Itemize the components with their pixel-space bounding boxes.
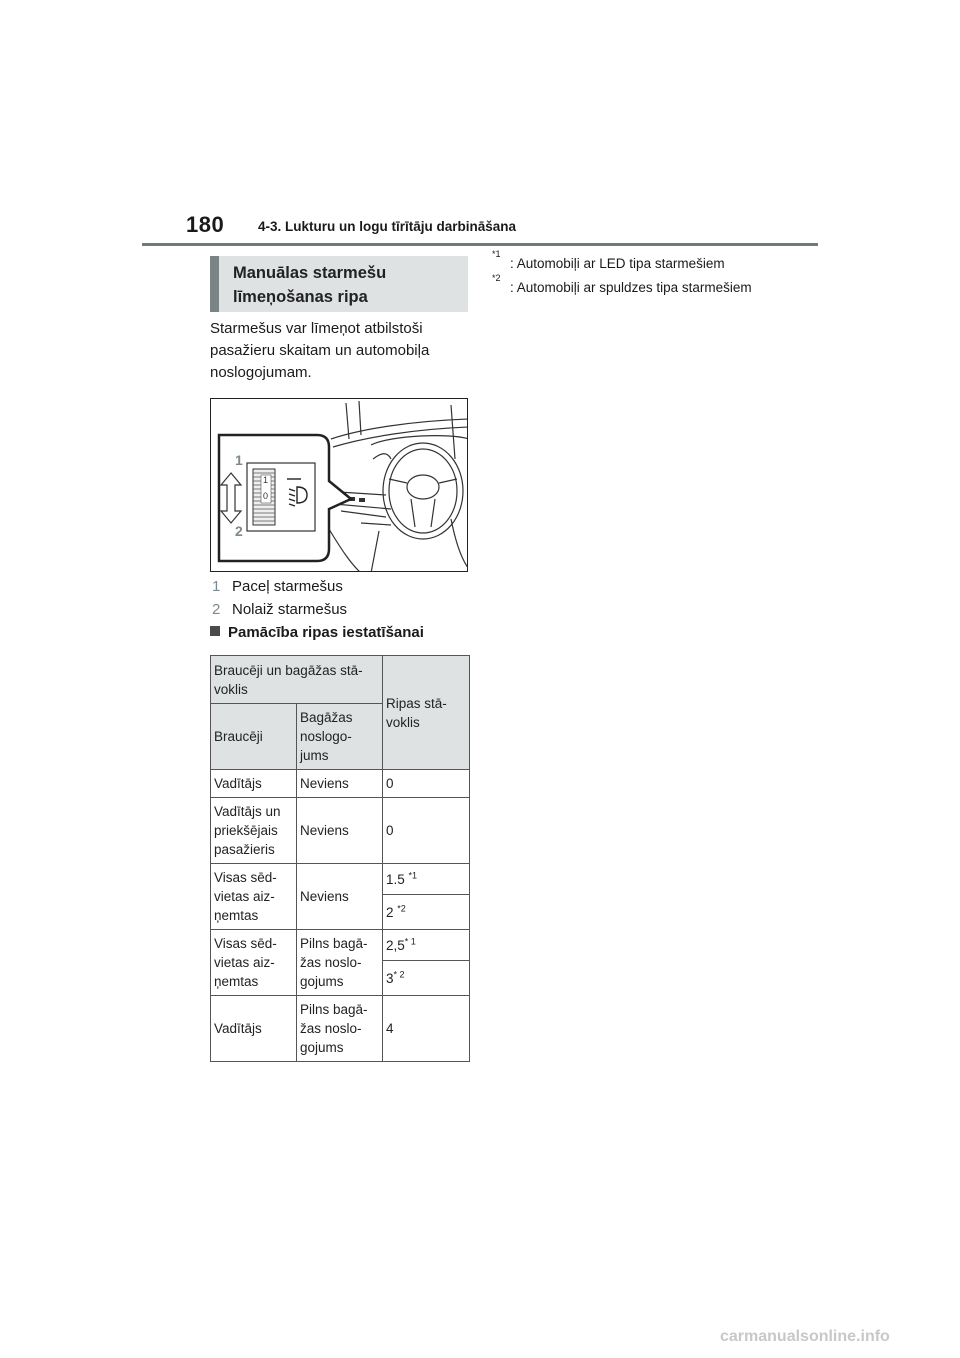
intro-paragraph: Starmešus var līmeņot atbilstoši pasažieru skaitam un automobiļa noslogojumam. — [210, 320, 430, 381]
cell-dial: 2 $^{*2}$ — [383, 895, 470, 930]
page-number: 180 — [186, 212, 225, 237]
cell-load: Neviens — [297, 798, 383, 864]
cell-load: Neviens — [297, 864, 383, 930]
dial-settings-table — [210, 655, 470, 1062]
cell-load: Pilns bagā-žas noslo-gojums — [297, 930, 383, 996]
header-cell-load: Bagāžas noslogo-jums — [297, 704, 383, 770]
footnote-ref: *2 — [397, 903, 406, 913]
header-divider — [142, 243, 818, 246]
step-text: Paceļ starmešus — [232, 578, 343, 595]
step-number: 2 — [212, 601, 221, 618]
step-lower — [212, 600, 347, 620]
square-bullet-icon — [210, 626, 220, 636]
header-cell-group: Braucēji un bagāžas stā-voklis — [211, 656, 383, 704]
section-title: Manuālas starmešu līmeņošanas ripa — [233, 264, 387, 306]
watermark: carmanualsonline.info — [720, 1328, 890, 1345]
cell-load: Pilns bagā-žas noslo-gojums — [297, 996, 383, 1062]
step-number: 1 — [212, 578, 221, 595]
cell-occupants: Visas sēd-vietas aiz-ņemtas — [211, 864, 297, 930]
cell-dial: 0 — [383, 770, 470, 798]
step-raise — [212, 577, 343, 597]
table-row — [211, 930, 470, 961]
cell-occupants: Vadītājs — [211, 770, 297, 798]
subheading: Pamācība ripas iestatīšanai — [210, 624, 424, 641]
footnote-ref: *1 — [408, 870, 418, 880]
cell-occupants: Vadītājs — [211, 996, 297, 1062]
direction-label-up: 1 — [235, 452, 243, 468]
cell-dial: 0 — [383, 798, 470, 864]
header-cell-occupants: Braucēji — [211, 704, 297, 770]
cell-dial: 1.5 $^{*1}$ — [383, 864, 470, 895]
chapter-title: 4-3. Lukturu un logu tīrītāju darbināšana — [258, 219, 517, 234]
dial-mark-bottom: 0 — [263, 491, 269, 501]
header-cell-dial: Ripas stā-voklis — [383, 656, 470, 770]
footnote-ref: * 1 — [404, 936, 416, 946]
table-row — [211, 864, 470, 895]
cell-load: Neviens — [297, 770, 383, 798]
direction-label-down: 2 — [235, 523, 243, 539]
cell-occupants: Vadītājs un priekšējais pasažieris — [211, 798, 297, 864]
section-heading-box — [210, 256, 468, 312]
footnote-bulb: *2 : Automobiļi ar spuldzes tipa starmešiem — [492, 273, 752, 295]
cell-dial: 4 — [383, 996, 470, 1062]
headlight-dial-illustration — [210, 398, 468, 572]
table-row — [211, 770, 470, 798]
dial-mark-top: 1 — [263, 475, 269, 485]
cell-occupants: Visas sēd-vietas aiz-ņemtas — [211, 930, 297, 996]
dashboard-drawing — [211, 399, 468, 572]
table-row — [211, 996, 470, 1062]
cell-dial: 2,5$^{* 1}$ — [383, 930, 470, 961]
footnote-led: *1 : Automobiļi ar LED tipa starmešiem — [492, 249, 725, 271]
cell-dial: 3$^{* 2}$ — [383, 961, 470, 996]
footnotes — [492, 249, 792, 302]
footnote-ref: * 2 — [393, 969, 405, 979]
step-text: Nolaiž starmešus — [232, 601, 348, 618]
table-row — [211, 798, 470, 864]
